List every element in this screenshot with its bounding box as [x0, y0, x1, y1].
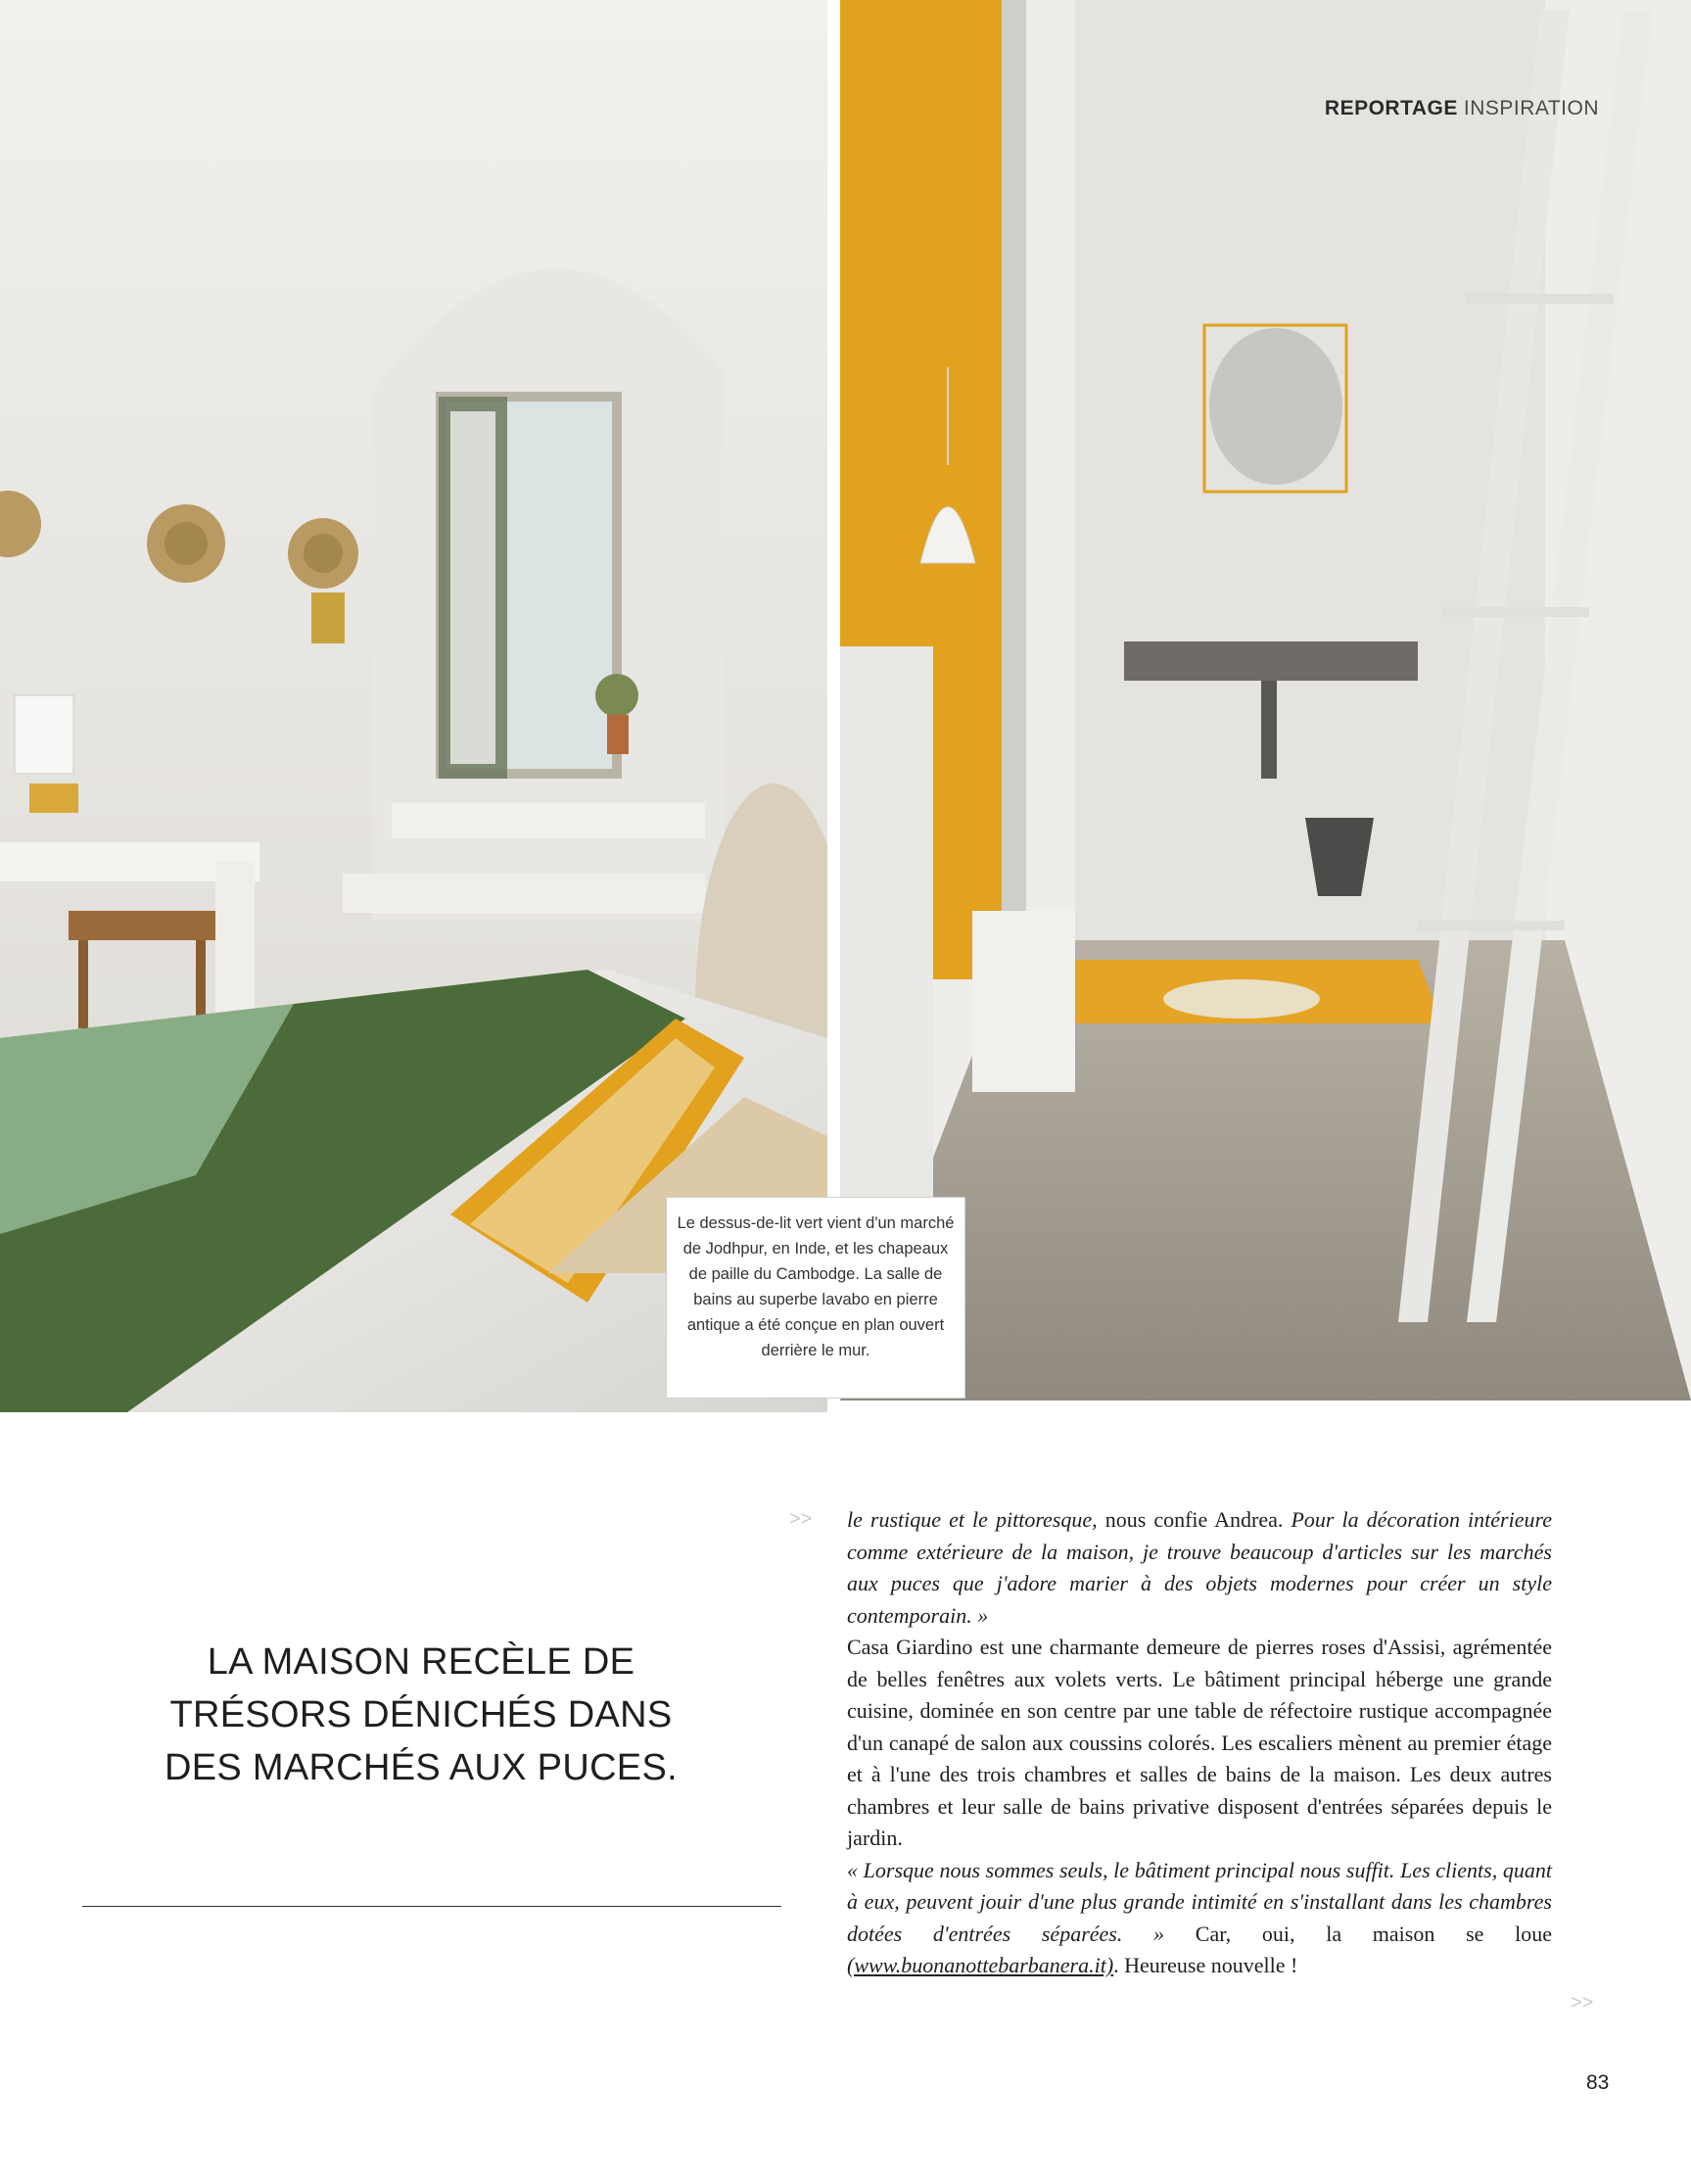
subsection-label: INSPIRATION	[1463, 97, 1599, 119]
p3-mid: Car, oui, la maison se loue	[1164, 1921, 1552, 1946]
pull-quote: LA MAISON RECÈLE DE TRÉSORS DÉNICHÉS DANS DES MARCHÉS AUX PUCES.	[164, 1641, 678, 1788]
page-number: 83	[1586, 2071, 1610, 2094]
pull-quote-rule	[82, 1906, 781, 1907]
continuation-marker-right: >>	[1571, 1992, 1594, 2014]
section-header	[1325, 97, 1599, 120]
p1-lead: le rustique et le pittoresque,	[847, 1507, 1098, 1532]
bathroom-illustration	[840, 0, 1691, 1401]
p3-italic: « Lorsque nous sommes seuls, le bâtiment principal nous suffit. Les clients, quant à eux, peuvent jouir d'une plus grande intimité en s'installant dans les chambres dotées d'entrées séparées. »	[847, 1857, 1552, 1946]
article-body	[847, 1504, 1552, 1982]
p3-end: . Heureuse nouvelle !	[1113, 1953, 1298, 1977]
continuation-marker-left: >>	[789, 1508, 813, 1530]
paragraph-3	[847, 1855, 1552, 1982]
p1-italic: Pour la décoration intérieure comme extérieure de la maison, je trouve beaucoup d'articles sur les marchés aux puces que j'adore marier à des objets modernes pour créer un style contemporain. »	[847, 1507, 1552, 1628]
photo-caption: Le dessus-de-lit vert vient d'un marché de Jodhpur, en Inde, et les chapeaux de paille du Cambodge. La salle de bains au superbe lavabo en pierre antique a été conçue en plan ouvert derrière le mur.	[666, 1197, 965, 1399]
section-label: REPORTAGE	[1324, 97, 1458, 119]
website-link[interactable]: (www.buonanottebarbanera.it)	[847, 1953, 1114, 1977]
p1-mid: nous confie Andrea.	[1097, 1507, 1292, 1532]
paragraph-2: Casa Giardino est une charmante demeure de pierres roses d'Assisi, agrémentée de belles fenêtres aux volets verts. Le bâtiment principal héberge une grande cuisine, dominée en son centre par une table de réfectoire rustique accompagnée d'un canapé de salon aux coussins colorés. Les escaliers mènent au premier étage et à l'une des trois chambres et salles de bains de la maison. Les deux autres chambres et leur salle de bains privative disposent d'entrées séparées depuis le jardin.	[847, 1635, 1552, 1850]
paragraph-1	[847, 1504, 1552, 1632]
bathroom-photo	[840, 0, 1691, 1401]
